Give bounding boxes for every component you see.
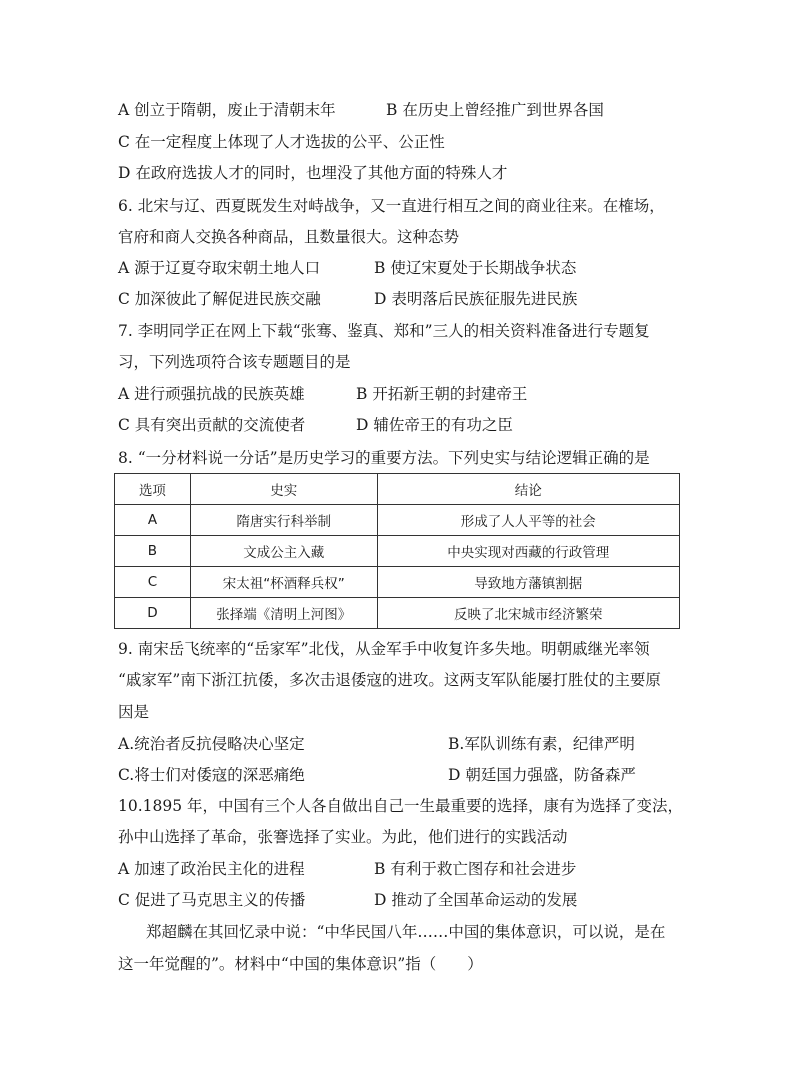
q7-option-d: D 辅佐帝王的有功之臣 — [356, 416, 513, 434]
row-fact: 张择端《清明上河图》 — [190, 598, 377, 629]
row-conclusion: 反映了北宋城市经济繁荣 — [377, 598, 679, 629]
q6-stem-line1: 6. 北宋与辽、西夏既发生对峙战争，又一直进行相互之间的商业往来。在榷场， — [118, 197, 665, 215]
row-option: B — [115, 536, 191, 567]
row-conclusion: 形成了人人平等的社会 — [377, 505, 679, 536]
q7-stem-line2: 习，下列选项符合该专题题目的是 — [118, 353, 351, 371]
q11-stem-line2: 这一年觉醒的”。材料中“中国的集体意识”指（ ） — [118, 955, 483, 973]
q6-option-b: B 使辽宋夏处于长期战争状态 — [374, 259, 577, 277]
q10-stem-line1: 10.1895 年，中国有三个人各自做出自己一生最重要的选择，康有为选择了变法， — [118, 797, 684, 815]
q7-options-ab — [118, 383, 682, 405]
table-header-row — [115, 474, 680, 505]
q5-option-b: B 在历史上曾经推广到世界各国 — [386, 101, 604, 119]
q10-option-c: C 促进了马克思主义的传播 — [118, 891, 306, 909]
q7-option-b: B 开拓新王朝的封建帝王 — [356, 385, 528, 403]
q9-option-c: C.将士们对倭寇的深恶痛绝 — [118, 766, 305, 784]
q9-stem-line2: “戚家军”南下浙江抗倭，多次击退倭寇的进攻。这两支军队能屡打胜仗的主要原 — [118, 671, 661, 689]
q9-options-ab — [118, 733, 682, 755]
q10-options-cd — [118, 889, 682, 911]
q10-option-d: D 推动了全国革命运动的发展 — [374, 891, 578, 909]
q5-option-a: A 创立于隋朝，废止于清朝末年 — [118, 101, 336, 119]
q7-option-a: A 进行顽强抗战的民族英雄 — [118, 385, 305, 403]
row-conclusion: 导致地方藩镇割据 — [377, 567, 679, 598]
q8-stem: 8. “一分材料说一分话”是历史学习的重要方法。下列史实与结论逻辑正确的是 — [118, 449, 650, 467]
q8-fact-table — [114, 473, 680, 629]
q6-option-a: A 源于辽夏夺取宋朝土地人口 — [118, 259, 321, 277]
q9-option-a: A.统治者反抗侵略决心坚定 — [118, 735, 305, 753]
q11-stem-line1: 郑超麟在其回忆录中说：“中华民国八年……中国的集体意识，可以说，是在 — [146, 923, 666, 941]
q10-options-ab — [118, 858, 682, 880]
row-fact: 宋太祖“杯酒释兵权” — [190, 567, 377, 598]
q10-option-a: A 加速了政治民主化的进程 — [118, 860, 305, 878]
row-option: A — [115, 505, 191, 536]
q7-option-c: C 具有突出贡献的交流使者 — [118, 416, 306, 434]
q6-options-cd — [118, 288, 682, 310]
q10-option-b: B 有利于救亡图存和社会进步 — [374, 860, 577, 878]
header-conclusion: 结论 — [377, 474, 679, 505]
q6-stem-line2: 官府和商人交换各种商品，且数量很大。这种态势 — [118, 228, 460, 246]
q10-stem-line2: 孙中山选择了革命，张謇选择了实业。为此，他们进行的实践活动 — [118, 828, 568, 846]
row-option: D — [115, 598, 191, 629]
row-option: C — [115, 567, 191, 598]
row-fact: 文成公主入藏 — [190, 536, 377, 567]
q7-stem-line1: 7. 李明同学正在网上下载“张骞、鉴真、郑和”三人的相关资料准备进行专题复 — [118, 322, 650, 340]
row-conclusion: 中央实现对西藏的行政管理 — [377, 536, 679, 567]
table-row — [115, 567, 680, 598]
table-row — [115, 536, 680, 567]
q6-option-d: D 表明落后民族征服先进民族 — [374, 290, 578, 308]
q9-options-cd — [118, 764, 682, 786]
q9-option-b: B.军队训练有素，纪律严明 — [448, 735, 635, 753]
q5-option-c: C 在一定程度上体现了人才选拔的公平、公正性 — [118, 133, 445, 151]
q7-options-cd — [118, 414, 682, 436]
header-fact: 史实 — [190, 474, 377, 505]
q9-stem-line1: 9. 南宋岳飞统率的“岳家军”北伐，从金军手中收复许多失地。明朝戚继光率领 — [118, 640, 650, 658]
table-row — [115, 505, 680, 536]
row-fact: 隋唐实行科举制 — [190, 505, 377, 536]
header-option: 选项 — [115, 474, 191, 505]
q6-options-ab — [118, 257, 682, 279]
q6-option-c: C 加深彼此了解促进民族交融 — [118, 290, 321, 308]
table-row — [115, 598, 680, 629]
q9-option-d: D 朝廷国力强盛，防备森严 — [448, 766, 636, 784]
q5-option-d: D 在政府选拔人才的同时，也埋没了其他方面的特殊人才 — [118, 164, 508, 182]
q9-stem-line3: 因是 — [118, 703, 150, 721]
q5-options-ab — [118, 99, 682, 121]
